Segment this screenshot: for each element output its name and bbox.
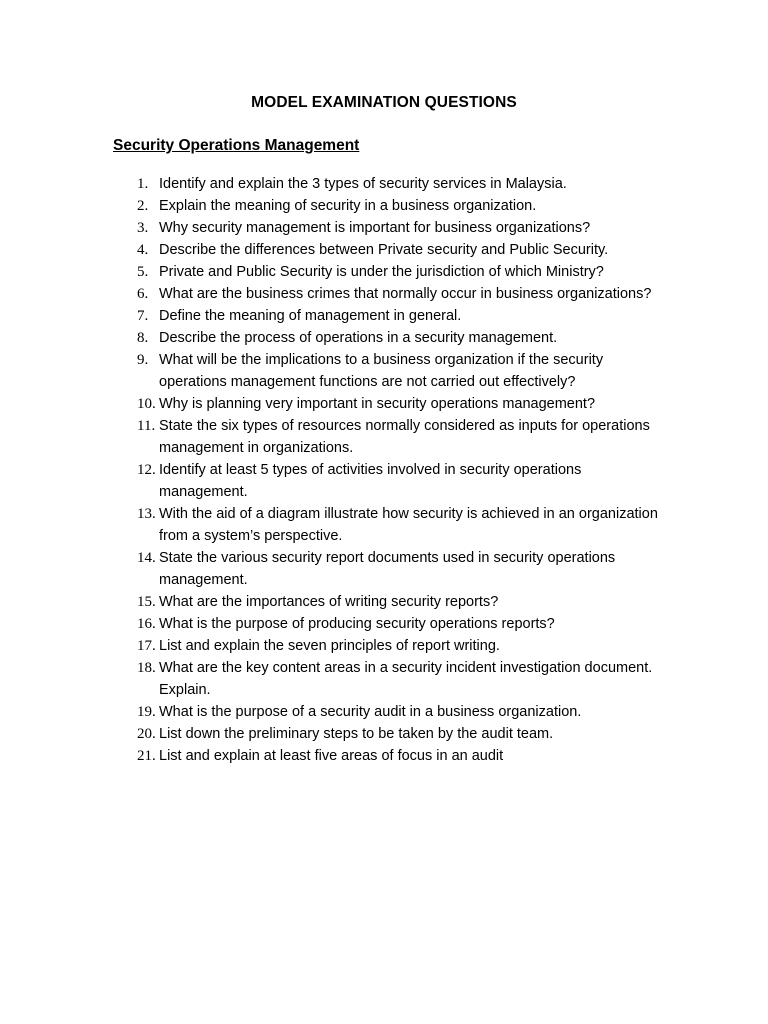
- question-item: [113, 723, 673, 745]
- question-number: 2.: [137, 198, 149, 214]
- question-number: 21.: [137, 748, 156, 764]
- question-number: 6.: [137, 286, 149, 302]
- question-item: [113, 459, 673, 503]
- question-item: [113, 745, 673, 767]
- question-item: [113, 393, 673, 415]
- question-item: [113, 217, 673, 239]
- question-text: What will be the implications to a business organization if the security operations management functions are not carried out effectively?: [159, 352, 604, 390]
- question-number: 15.: [137, 594, 156, 610]
- question-text: Why security management is important for business organizations?: [159, 220, 591, 236]
- question-text: Why is planning very important in security operations management?: [159, 396, 596, 412]
- question-text: Identify and explain the 3 types of security services in Malaysia.: [159, 176, 567, 192]
- question-item: [113, 195, 673, 217]
- question-text: What are the business crimes that normally occur in business organizations?: [159, 286, 652, 302]
- question-item: [113, 613, 673, 635]
- question-text: Describe the process of operations in a security management.: [159, 330, 558, 346]
- question-text: What are the key content areas in a security incident investigation document. Explain.: [159, 660, 653, 698]
- question-text: List and explain the seven principles of report writing.: [159, 638, 500, 654]
- question-text: State the various security report documents used in security operations management.: [159, 550, 616, 588]
- question-number: 10.: [137, 396, 156, 412]
- question-number: 4.: [137, 242, 149, 258]
- question-number: 13.: [137, 506, 156, 522]
- question-item: [113, 261, 673, 283]
- question-item: [113, 327, 673, 349]
- question-number: 7.: [137, 308, 149, 324]
- question-number: 9.: [137, 352, 149, 368]
- question-item: [113, 415, 673, 459]
- question-item: [113, 701, 673, 723]
- question-item: [113, 239, 673, 261]
- question-number: 11.: [137, 418, 156, 434]
- question-text: State the six types of resources normally considered as inputs for operations management in organizations.: [159, 418, 650, 456]
- question-text: Explain the meaning of security in a business organization.: [159, 198, 537, 214]
- question-item: [113, 349, 673, 393]
- question-item: [113, 635, 673, 657]
- question-number: 5.: [137, 264, 149, 280]
- question-text: With the aid of a diagram illustrate how security is achieved in an organization from a system’s perspective.: [159, 506, 658, 544]
- question-text: What is the purpose of producing security operations reports?: [159, 616, 555, 632]
- question-item: [113, 591, 673, 613]
- question-number: 17.: [137, 638, 156, 654]
- question-number: 12.: [137, 462, 156, 478]
- question-text: What is the purpose of a security audit in a business organization.: [159, 704, 582, 720]
- question-text: List and explain at least five areas of focus in an audit: [159, 748, 504, 764]
- document-title: MODEL EXAMINATION QUESTIONS: [251, 94, 517, 111]
- question-number: 18.: [137, 660, 156, 676]
- question-text: What are the importances of writing security reports?: [159, 594, 499, 610]
- question-item: [113, 547, 673, 591]
- question-text: List down the preliminary steps to be taken by the audit team.: [159, 726, 554, 742]
- question-number: 3.: [137, 220, 149, 236]
- question-number: 20.: [137, 726, 156, 742]
- question-text: Define the meaning of management in general.: [159, 308, 462, 324]
- question-text: Describe the differences between Private security and Public Security.: [159, 242, 609, 258]
- question-item: [113, 305, 673, 327]
- question-item: [113, 657, 673, 701]
- question-number: 16.: [137, 616, 156, 632]
- question-item: [113, 173, 673, 195]
- question-item: [113, 503, 673, 547]
- question-number: 1.: [137, 176, 149, 192]
- section-heading: Security Operations Management: [113, 137, 360, 154]
- question-number: 8.: [137, 330, 149, 346]
- question-list: [113, 173, 673, 767]
- question-text: Identify at least 5 types of activities involved in security operations management.: [159, 462, 582, 500]
- question-number: 19.: [137, 704, 156, 720]
- question-text: Private and Public Security is under the jurisdiction of which Ministry?: [159, 264, 604, 280]
- question-number: 14.: [137, 550, 156, 566]
- question-item: [113, 283, 673, 305]
